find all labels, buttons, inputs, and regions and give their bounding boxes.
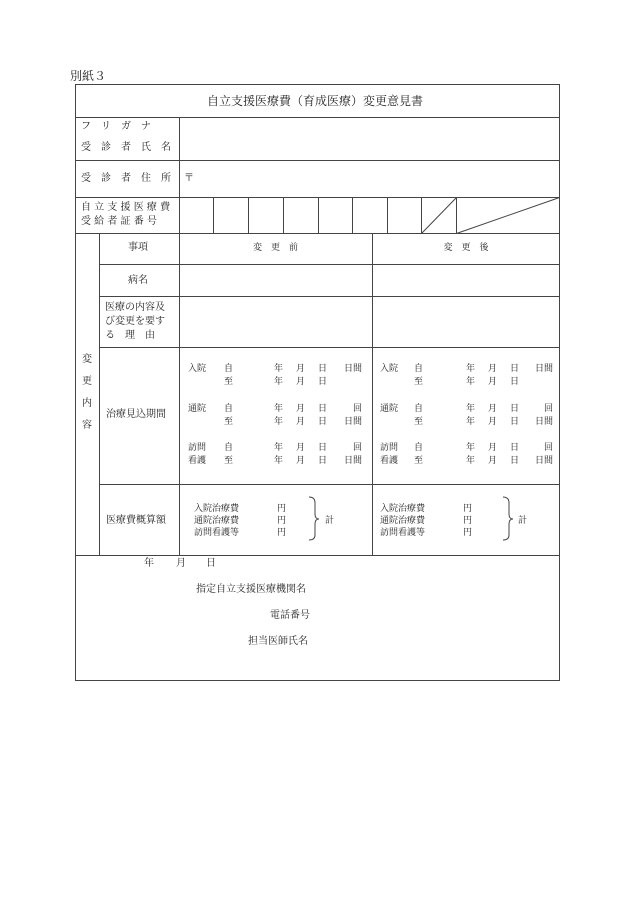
cost-estimate-label: 医療費概算額 bbox=[106, 515, 166, 526]
postal-mark: 〒 bbox=[184, 173, 194, 184]
doctor-name-label: 担当医師氏名 bbox=[248, 636, 308, 647]
certificate-label-line1: 自 立 支 援 医 療 費 bbox=[81, 202, 171, 213]
institution-name-label: 指定自立支援医療機関名 bbox=[196, 584, 306, 595]
patient-address-label: 受 診 者 住 所 bbox=[81, 173, 171, 184]
certificate-label-line2: 受 給 者 証 番 号 bbox=[81, 216, 157, 227]
footer-month: 月 bbox=[176, 558, 186, 569]
reason-label-line3: る 理 由 bbox=[105, 330, 155, 341]
reason-label-line1: 医療の内容及 bbox=[105, 302, 165, 313]
change-content-label: 変 更 内 容 bbox=[82, 354, 92, 431]
disease-label: 病名 bbox=[128, 275, 148, 286]
treatment-period-label: 治療見込期間 bbox=[106, 409, 166, 420]
footer-day: 日 bbox=[206, 558, 216, 569]
footer-year: 年 bbox=[144, 558, 154, 569]
furigana-label: フ リ ガ ナ bbox=[81, 121, 151, 132]
form-title: 自立支援医療費（育成医療）変更意見書 bbox=[206, 94, 423, 108]
document-label: 別紙３ bbox=[70, 69, 107, 83]
phone-number-label: 電話番号 bbox=[270, 610, 310, 621]
patient-name-label: 受 診 者 氏 名 bbox=[81, 142, 171, 153]
reason-label-line2: び変更を要す bbox=[105, 316, 165, 327]
after-header: 変 更 後 bbox=[443, 243, 489, 253]
before-header: 変 更 前 bbox=[252, 243, 298, 253]
item-header: 事項 bbox=[128, 242, 148, 253]
